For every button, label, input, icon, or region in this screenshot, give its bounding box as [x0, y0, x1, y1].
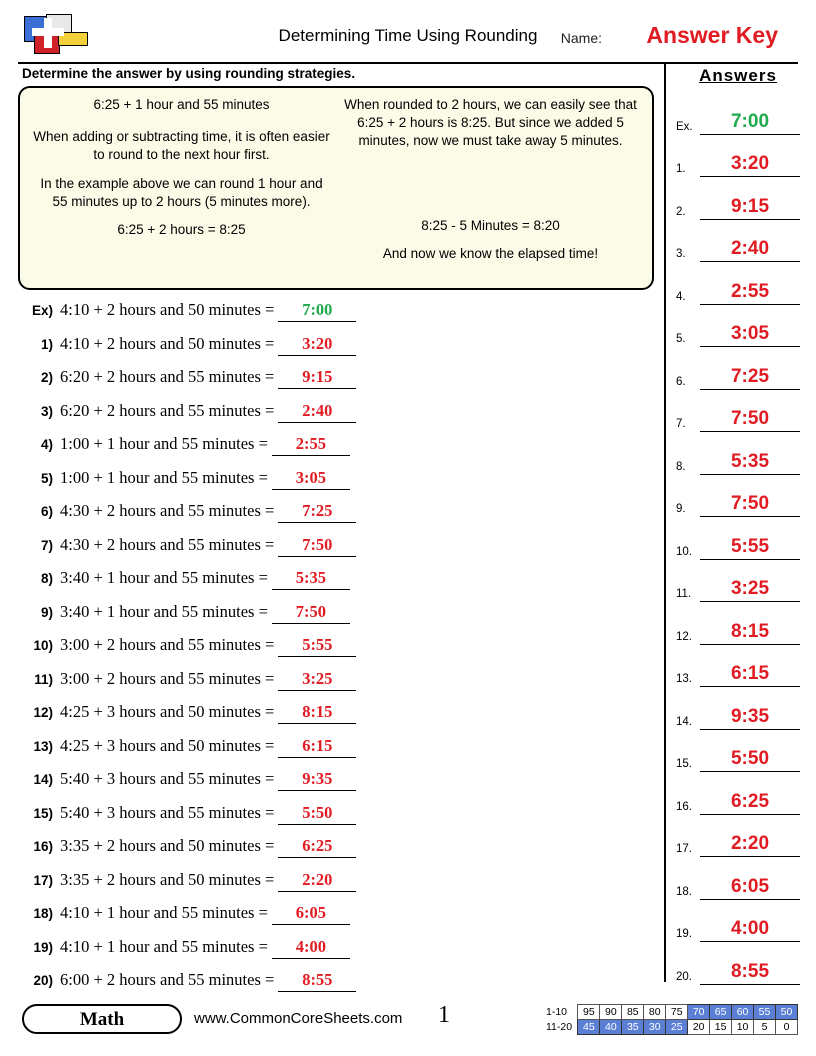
answers-column-title: Answers [699, 66, 777, 85]
problem-text: 1:00 + 1 hour and 55 minutes = [60, 467, 268, 487]
score-cell: 15 [710, 1020, 732, 1035]
problem-row [18, 635, 654, 669]
problem-number: 4) [40, 437, 53, 452]
answer-row [676, 475, 800, 518]
problem-answer-blank[interactable]: 7:50 [278, 535, 356, 557]
answer-row [676, 347, 800, 390]
problem-row [18, 401, 654, 435]
answer-row [676, 92, 800, 135]
problem-number: 12) [33, 705, 53, 720]
score-cell: 10 [732, 1020, 754, 1035]
problem-number: 6) [40, 504, 53, 519]
problem-answer-blank[interactable]: 7:00 [278, 300, 356, 322]
answer-row-label: 6. [676, 375, 686, 388]
answer-row-value[interactable]: 5:50 [700, 748, 800, 772]
answer-row-label: 4. [676, 290, 686, 303]
problem-row [18, 702, 654, 736]
problem-answer-blank[interactable]: 5:55 [278, 635, 356, 657]
page-number: 1 [438, 1002, 450, 1028]
problem-number: 11) [34, 671, 53, 687]
answer-row-label: 3. [676, 248, 686, 260]
answer-row-label: 8. [676, 460, 686, 473]
problem-row [18, 602, 654, 636]
problem-number: 18) [33, 906, 53, 921]
score-cell: 25 [666, 1020, 688, 1035]
problem-answer-blank[interactable]: 3:05 [272, 468, 350, 490]
problem-number: 13) [33, 738, 53, 754]
infobox-right-column [341, 96, 640, 278]
score-cell: 45 [578, 1020, 600, 1035]
answer-row-value[interactable]: 2:55 [700, 281, 800, 305]
answer-row [676, 815, 800, 858]
score-cell: 55 [754, 1005, 776, 1020]
answer-row-label: 18. [676, 885, 692, 898]
answer-row [676, 220, 800, 263]
problem-number: 16) [33, 839, 53, 854]
answer-row-label: Ex. [676, 120, 693, 133]
problem-row [18, 568, 654, 602]
answer-row [676, 517, 800, 560]
answer-row-label: 12. [676, 630, 692, 643]
score-table-row [546, 1005, 798, 1020]
answer-row [676, 305, 800, 348]
score-cell: 40 [600, 1020, 622, 1035]
infobox-left-line-3: In the example above we can round 1 hour and 55 minutes up to 2 hours (5 minutes more). [40, 175, 323, 209]
problem-text: 4:30 + 2 hours and 55 minutes = [60, 501, 275, 520]
score-cell: 0 [776, 1020, 798, 1035]
score-cell: 75 [666, 1005, 688, 1020]
answers-column-divider [664, 62, 666, 982]
score-cell: 5 [754, 1020, 776, 1035]
answer-row [676, 177, 800, 220]
answer-row-value[interactable]: 8:55 [700, 961, 800, 985]
answer-row-label: 9. [676, 503, 686, 515]
answer-row-value[interactable]: 4:00 [700, 918, 800, 942]
page-title: Determining Time Using Rounding [278, 26, 538, 45]
problem-number: 7) [40, 537, 53, 553]
problem-row [18, 334, 654, 368]
problem-answer-blank[interactable]: 2:40 [278, 401, 356, 423]
problem-number: 9) [40, 604, 53, 620]
score-cell: 20 [688, 1020, 710, 1035]
problem-text: 4:30 + 2 hours and 55 minutes = [60, 534, 275, 554]
problem-text: 6:20 + 2 hours and 55 minutes = [60, 400, 275, 420]
answer-row-value[interactable]: 7:25 [700, 366, 800, 390]
answer-row [676, 942, 800, 985]
answer-row-value[interactable]: 7:50 [700, 493, 800, 517]
problem-text: 4:25 + 3 hours and 50 minutes = [60, 702, 275, 721]
answer-row-value[interactable]: 5:55 [700, 536, 800, 560]
answer-row-label: 13. [676, 673, 692, 685]
problem-answer-blank[interactable]: 9:35 [278, 769, 356, 791]
problem-number: 5) [40, 470, 53, 486]
answer-row-value[interactable]: 7:50 [700, 408, 800, 432]
problem-answer-blank[interactable]: 6:15 [278, 736, 356, 758]
header-divider [18, 62, 798, 64]
strategy-infobox [18, 86, 654, 290]
problem-row [18, 803, 654, 837]
infobox-left-line-2: When adding or subtracting time, it is often easier to round to the next hour first. [33, 129, 330, 163]
score-cell: 60 [732, 1005, 754, 1020]
answer-row-value[interactable]: 6:05 [700, 876, 800, 900]
answer-row-value[interactable]: 2:20 [700, 833, 800, 857]
answer-row-value[interactable]: 3:25 [700, 578, 800, 602]
problem-number: 8) [40, 571, 53, 586]
problem-answer-blank[interactable]: 3:25 [278, 669, 356, 691]
infobox-left-line-4: 6:25 + 2 hours = 8:25 [117, 222, 246, 238]
answer-row [676, 857, 800, 900]
problem-row [18, 970, 654, 1004]
problem-row [18, 434, 654, 468]
problem-text: 3:35 + 2 hours and 50 minutes = [60, 869, 275, 889]
answer-row-value[interactable]: 7:00 [700, 111, 800, 135]
problem-row [18, 937, 654, 971]
problem-number: Ex) [31, 303, 53, 318]
problem-row [18, 468, 654, 502]
problem-text: 3:00 + 2 hours and 55 minutes = [60, 635, 275, 654]
answer-row-label: 19. [676, 928, 692, 940]
answer-row-label: 11. [676, 588, 692, 600]
score-table [546, 1004, 798, 1035]
answer-row [676, 135, 800, 178]
answer-row [676, 730, 800, 773]
answer-row [676, 900, 800, 943]
problem-number: 14) [33, 772, 53, 787]
problem-text: 6:00 + 2 hours and 55 minutes = [60, 970, 275, 989]
answer-row-label: 14. [676, 715, 692, 728]
score-range-label: 11-20 [546, 1021, 573, 1033]
problem-row [18, 870, 654, 904]
problem-number: 2) [40, 370, 53, 385]
score-cell: 65 [710, 1005, 732, 1020]
problem-row [18, 300, 654, 334]
answer-row-value[interactable]: 9:15 [700, 196, 800, 220]
problem-text: 3:35 + 2 hours and 50 minutes = [60, 836, 275, 855]
problem-text: 4:10 + 2 hours and 50 minutes = [60, 300, 275, 319]
infobox-left-line-1: 6:25 + 1 hour and 55 minutes [93, 97, 270, 112]
answer-row-label: 1. [676, 163, 686, 175]
problem-text: 3:00 + 2 hours and 55 minutes = [60, 668, 275, 688]
problem-row [18, 903, 654, 937]
score-cell: 95 [578, 1005, 600, 1020]
answer-row-value[interactable]: 9:35 [700, 706, 800, 730]
problem-text: 5:40 + 3 hours and 55 minutes = [60, 769, 275, 788]
problem-number: 10) [33, 638, 53, 653]
website-url: www.CommonCoreSheets.com [194, 1010, 403, 1027]
problem-answer-blank[interactable]: 7:25 [278, 501, 356, 523]
infobox-right-line-3: And now we know the elapsed time! [382, 245, 599, 261]
answer-row-label: 15. [676, 758, 692, 770]
problem-row [18, 501, 654, 535]
answer-row [676, 560, 800, 603]
score-cell: 35 [622, 1020, 644, 1035]
answer-row [676, 772, 800, 815]
score-cell: 50 [776, 1005, 798, 1020]
problem-answer-blank[interactable]: 6:25 [278, 836, 356, 858]
problem-number: 20) [33, 973, 53, 988]
problem-text: 5:40 + 3 hours and 55 minutes = [60, 802, 275, 822]
answer-row-label: 10. [676, 545, 692, 558]
name-label: Name: [560, 30, 602, 46]
score-table-row [546, 1020, 798, 1035]
problem-answer-blank[interactable]: 7:50 [272, 602, 350, 624]
answer-row [676, 262, 800, 305]
problem-row [18, 736, 654, 770]
problem-text: 4:25 + 3 hours and 50 minutes = [60, 735, 275, 755]
subject-badge: Math [22, 1004, 182, 1034]
problem-row [18, 836, 654, 870]
problem-number: 19) [33, 939, 53, 955]
page-header [18, 14, 798, 58]
answer-row [676, 645, 800, 688]
answer-row-label: 17. [676, 843, 692, 855]
score-cell: 90 [600, 1005, 622, 1020]
problem-answer-blank[interactable]: 5:35 [272, 568, 350, 590]
problem-row [18, 669, 654, 703]
answer-row-value[interactable]: 6:25 [700, 791, 800, 815]
answer-row-label: 7. [676, 418, 686, 430]
infobox-left-column [32, 96, 331, 278]
problem-text: 3:40 + 1 hour and 55 minutes = [60, 601, 268, 621]
infobox-right-line-2: 8:25 - 5 Minutes = 8:20 [421, 217, 560, 233]
problem-answer-blank[interactable]: 5:50 [278, 803, 356, 825]
answer-row [676, 602, 800, 645]
answer-row-label: 5. [676, 333, 686, 345]
problem-answer-blank[interactable]: 8:15 [278, 702, 356, 724]
answers-list [676, 92, 800, 985]
problem-list [18, 300, 654, 1004]
problem-text: 4:10 + 2 hours and 50 minutes = [60, 333, 275, 353]
problem-number: 15) [33, 805, 53, 821]
infobox-right-line-1: When rounded to 2 hours, we can easily see that 6:25 + 2 hours is 8:25. But since we added 5 minutes, now we must take away 5 minutes. [344, 97, 637, 149]
answer-row-value[interactable]: 3:20 [700, 153, 800, 177]
problem-row [18, 367, 654, 401]
problem-answer-blank[interactable]: 3:20 [278, 334, 356, 356]
problem-text: 6:20 + 2 hours and 55 minutes = [60, 367, 275, 386]
problem-row [18, 535, 654, 569]
problem-answer-blank[interactable]: 2:20 [278, 870, 356, 892]
answer-row-label: 20. [676, 970, 692, 983]
problem-answer-blank[interactable]: 4:00 [272, 937, 350, 959]
problem-answer-blank[interactable]: 2:55 [272, 434, 350, 456]
instruction-text: Determine the answer by using rounding strategies. [22, 66, 356, 81]
score-cell: 70 [688, 1005, 710, 1020]
score-cell: 80 [644, 1005, 666, 1020]
answer-row-value[interactable]: 5:35 [700, 451, 800, 475]
problem-text: 3:40 + 1 hour and 55 minutes = [60, 568, 268, 587]
answer-row [676, 687, 800, 730]
answer-row-label: 2. [676, 205, 686, 218]
answer-row-label: 16. [676, 800, 692, 813]
answers-column [676, 66, 800, 985]
answer-row-value[interactable]: 6:15 [700, 663, 800, 687]
score-cell: 85 [622, 1005, 644, 1020]
score-cell: 30 [644, 1020, 666, 1035]
answer-row-value[interactable]: 8:15 [700, 621, 800, 645]
problem-answer-blank[interactable]: 9:15 [278, 367, 356, 389]
answer-row [676, 432, 800, 475]
problem-number: 1) [40, 336, 53, 352]
worksheet-body [18, 86, 654, 1004]
problem-text: 4:10 + 1 hour and 55 minutes = [60, 936, 268, 956]
problem-answer-blank[interactable]: 8:55 [278, 970, 356, 992]
answer-row-value[interactable]: 3:05 [700, 323, 800, 347]
problem-number: 3) [40, 403, 53, 419]
problem-answer-blank[interactable]: 6:05 [272, 903, 350, 925]
problem-row [18, 769, 654, 803]
score-range-label: 1-10 [546, 1006, 568, 1018]
answer-row-value[interactable]: 2:40 [700, 238, 800, 262]
answer-row [676, 390, 800, 433]
problem-text: 1:00 + 1 hour and 55 minutes = [60, 434, 268, 453]
problem-number: 17) [33, 872, 53, 888]
page-footer [18, 1002, 798, 1044]
answer-key-badge: Answer Key [646, 22, 778, 48]
problem-text: 4:10 + 1 hour and 55 minutes = [60, 903, 268, 922]
